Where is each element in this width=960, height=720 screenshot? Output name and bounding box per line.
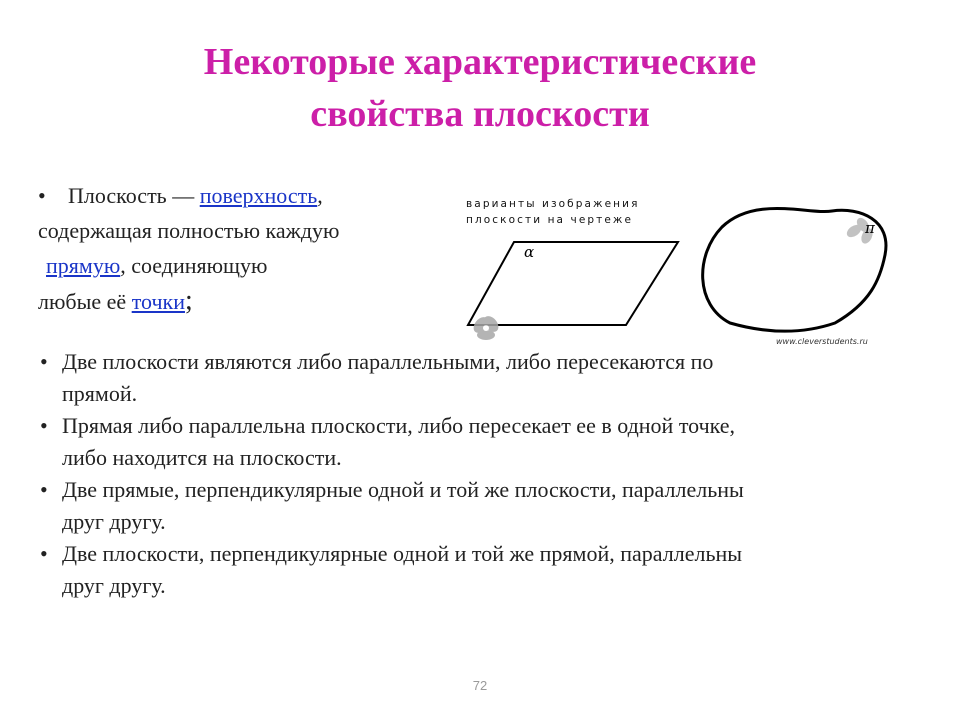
slide-title-line2: свойства плоскости <box>310 93 650 135</box>
bullet-marker: • <box>38 183 46 208</box>
definition-paragraph <box>38 178 438 319</box>
list-item <box>38 346 918 410</box>
list-item-line: друг другу. <box>62 509 166 534</box>
definition-line-4 <box>38 283 438 319</box>
definition-comma: , <box>317 183 323 208</box>
slide-title-line1: Некоторые характеристические <box>203 41 757 83</box>
figure-caption-line2: плоскости на чертеже <box>466 214 634 226</box>
definition-line-1 <box>38 178 438 213</box>
bullet-marker: • <box>40 477 48 502</box>
plane-illustration <box>460 185 892 357</box>
list-item-line: либо находится на плоскости. <box>62 445 342 470</box>
parallelogram-plane <box>468 242 678 325</box>
alpha-label: α <box>524 243 535 261</box>
pi-label: π <box>865 219 875 237</box>
list-item-line: прямой. <box>62 381 138 406</box>
definition-line-2: содержащая полностью каждую <box>38 218 340 243</box>
link-line[interactable]: прямую <box>46 253 121 278</box>
list-item <box>38 538 918 602</box>
figure-caption-line1: варианты изображения <box>466 198 640 210</box>
bullet-marker: • <box>40 349 48 374</box>
link-points[interactable]: точки <box>131 289 185 314</box>
list-item-line: Прямая либо параллельна плоскости, либо пересекает ее в одной точке, <box>62 413 736 438</box>
link-surface[interactable]: поверхность <box>199 183 318 208</box>
page-number: 72 <box>472 678 488 693</box>
definition-line-3 <box>38 248 438 283</box>
watermark-text: www.cleverstudents.ru <box>776 337 868 346</box>
list-item-line: Две прямые, перпендикулярные одной и той же плоскости, параллельны <box>62 477 744 502</box>
list-item-line: друг другу. <box>62 573 166 598</box>
list-item <box>38 474 918 538</box>
definition-after-line: , соединяющую <box>120 253 268 278</box>
slide-title <box>0 36 960 140</box>
definition-line4-start: любые её <box>38 289 132 314</box>
bullet-marker: • <box>40 541 48 566</box>
list-item-line: Две плоскости, перпендикулярные одной и той же прямой, параллельны <box>62 541 743 566</box>
properties-list <box>38 346 918 602</box>
definition-text-start: Плоскость — <box>68 183 200 208</box>
decorative-flower-icon <box>471 313 502 340</box>
list-item <box>38 410 918 474</box>
list-item-line: Две плоскости являются либо параллельными, либо пересекаются по <box>62 349 714 374</box>
definition-end: ; <box>184 285 193 316</box>
bullet-marker: • <box>40 413 48 438</box>
